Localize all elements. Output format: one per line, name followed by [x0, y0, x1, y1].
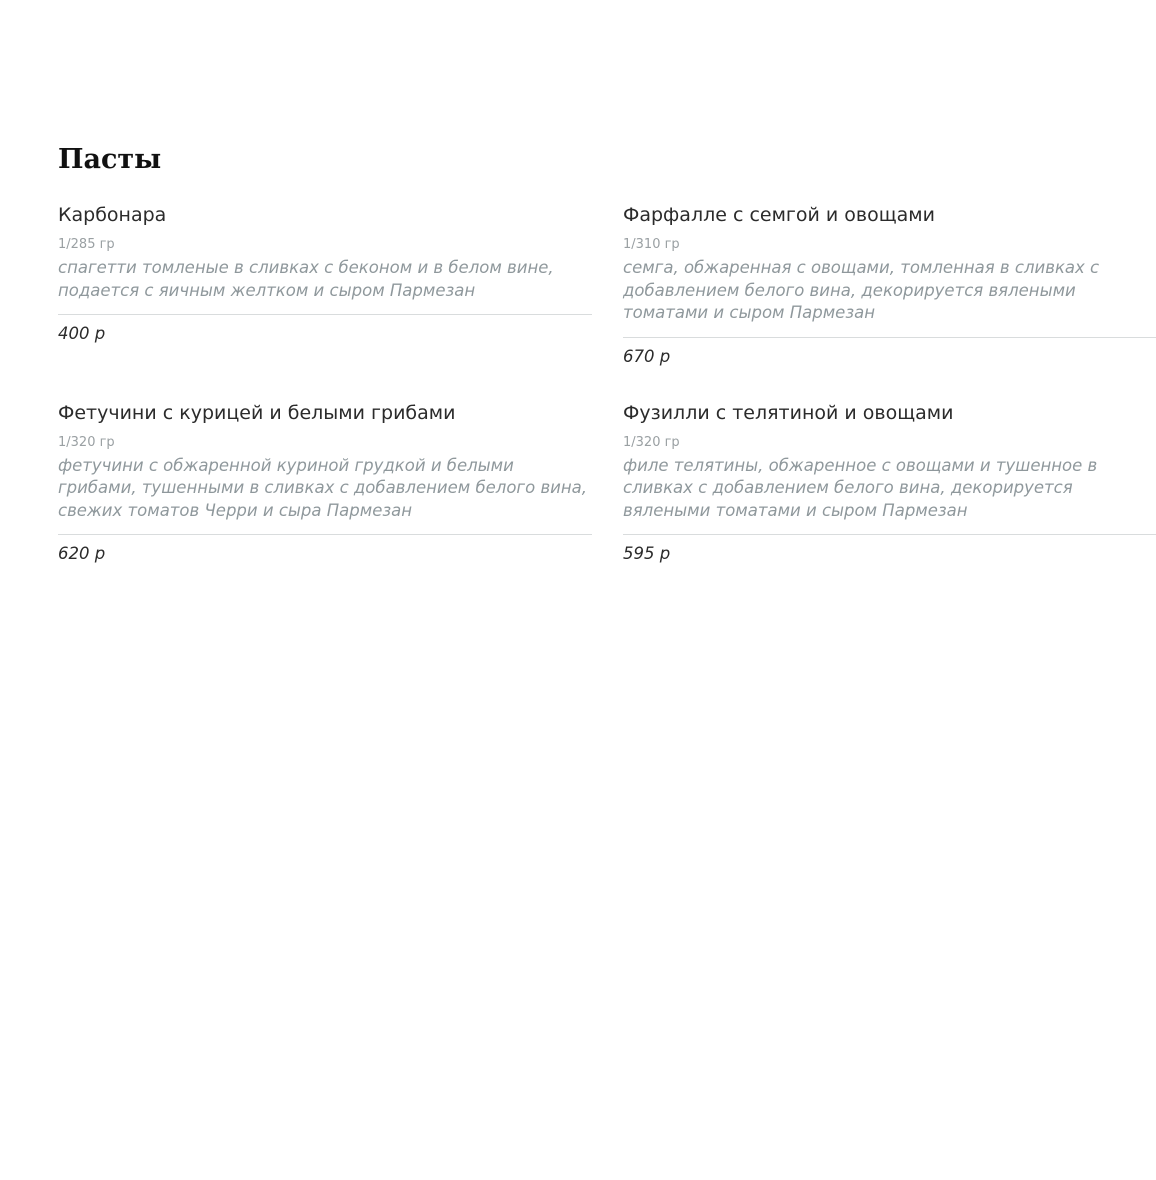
- item-weight: 1/320 гр: [623, 434, 680, 450]
- item-price: 595 р: [623, 544, 671, 563]
- menu-grid: [58, 202, 1156, 565]
- item-description: фетучини с обжаренной куриной грудкой и белыми грибами, тушенными в сливках с добавлением белого вина, свежих томатов Черри и сыра Пармезан: [58, 455, 592, 536]
- item-name: Фарфалле с семгой и овощами: [623, 204, 935, 226]
- menu-item-farfalle: [623, 202, 1156, 368]
- menu-section: [58, 144, 1156, 565]
- item-price: 670 р: [623, 346, 671, 366]
- item-name: Фетучини с курицей и белыми грибами: [58, 401, 456, 424]
- section-title: Пасты: [58, 144, 162, 175]
- item-name: Карбонара: [58, 204, 167, 226]
- item-weight: 1/310 гр: [623, 237, 680, 252]
- item-description: семга, обжаренная с овощами, томленная в сливках с добавлением белого вина, декорируется вялеными томатами и сыром Пармезан: [623, 257, 1156, 338]
- item-name: Фузилли с телятиной и овощами: [623, 401, 954, 424]
- menu-item-fettuccine: [58, 400, 592, 566]
- item-description: спагетти томленые в сливках с беконом и в белом вине, подается с яичным желтком и сыром Пармезан: [58, 257, 592, 315]
- item-price: 620 р: [58, 544, 106, 563]
- menu-item-fusilli: [623, 400, 1156, 566]
- menu-item-carbonara: [58, 202, 592, 368]
- item-description: филе телятины, обжаренное с овощами и тушенное в сливках с добавлением белого вина, декорируется вялеными томатами и сыром Пармезан: [623, 455, 1156, 536]
- item-weight: 1/285 гр: [58, 237, 115, 252]
- item-price: 400 р: [58, 324, 106, 343]
- item-weight: 1/320 гр: [58, 434, 115, 450]
